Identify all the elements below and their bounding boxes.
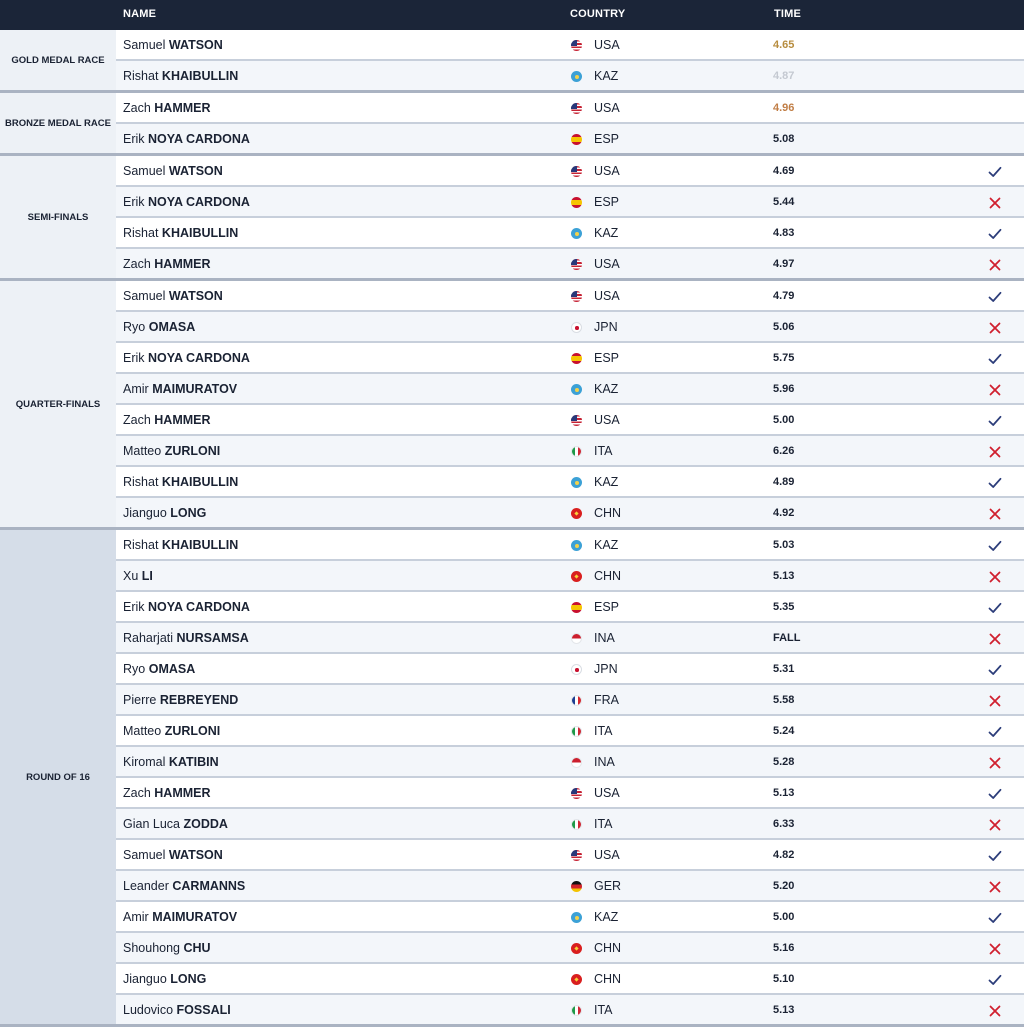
- flag-icon: [571, 819, 582, 830]
- table-row: [116, 623, 1024, 654]
- athlete-first-name: Rishat: [123, 538, 159, 552]
- flag-icon: [571, 757, 582, 768]
- table-row: [116, 747, 1024, 778]
- table-row: [116, 840, 1024, 871]
- athlete-name: [123, 631, 249, 645]
- athlete-first-name: Matteo: [123, 444, 162, 458]
- country-code: USA: [594, 101, 620, 115]
- flag-icon: [571, 633, 582, 644]
- athlete-name: [123, 941, 211, 955]
- cross-icon: [988, 445, 1002, 459]
- athlete-first-name: Matteo: [123, 724, 162, 738]
- athlete-last-name: HAMMER: [154, 413, 211, 427]
- athlete-last-name: WATSON: [168, 38, 223, 52]
- table-row: [116, 405, 1024, 436]
- country-code: GER: [594, 879, 622, 893]
- name-column-header: NAME: [123, 8, 157, 20]
- country-code: ITA: [594, 724, 613, 738]
- flag-icon: [571, 259, 582, 270]
- athlete-first-name: Kiromal: [123, 755, 166, 769]
- athlete-name: [123, 132, 250, 146]
- athlete-last-name: NURSAMSA: [176, 631, 249, 645]
- check-icon: [988, 290, 1002, 304]
- cross-icon: [988, 507, 1002, 521]
- table-row: [116, 124, 1024, 153]
- check-icon: [988, 352, 1002, 366]
- athlete-name: [123, 848, 223, 862]
- table-row: [116, 93, 1024, 124]
- check-icon: [988, 165, 1002, 179]
- flag-icon: [571, 571, 582, 582]
- race-time: 5.44: [773, 196, 795, 208]
- flag-icon: [571, 415, 582, 426]
- race-time: 5.35: [773, 601, 795, 613]
- race-time: 5.75: [773, 352, 795, 364]
- cross-icon: [988, 1004, 1002, 1018]
- round-section: [0, 30, 1024, 93]
- round-section: [0, 281, 1024, 530]
- athlete-name: [123, 538, 238, 552]
- cross-icon: [988, 756, 1002, 770]
- athlete-name: [123, 817, 228, 831]
- check-icon: [988, 227, 1002, 241]
- table-row: [116, 964, 1024, 995]
- athlete-last-name: OMASA: [148, 662, 196, 676]
- race-time: 4.82: [773, 849, 795, 861]
- flag-icon: [571, 788, 582, 799]
- table-row: [116, 498, 1024, 527]
- athlete-name: [123, 320, 195, 334]
- table-row: [116, 995, 1024, 1024]
- table-row: [116, 467, 1024, 498]
- table-row: [116, 312, 1024, 343]
- athlete-name: [123, 164, 223, 178]
- country-code: JPN: [594, 320, 618, 334]
- country-code: KAZ: [594, 475, 619, 489]
- race-time: 5.31: [773, 663, 795, 675]
- athlete-last-name: ZODDA: [183, 817, 228, 831]
- race-time: 5.13: [773, 1004, 795, 1016]
- round-section: [0, 530, 1024, 1027]
- athlete-last-name: HAMMER: [154, 786, 211, 800]
- race-time: FALL: [773, 632, 801, 644]
- check-icon: [988, 414, 1002, 428]
- flag-icon: [571, 134, 582, 145]
- athlete-first-name: Leander: [123, 879, 169, 893]
- round-title: GOLD MEDAL RACE: [0, 30, 116, 90]
- athlete-name: [123, 257, 211, 271]
- athlete-last-name: HAMMER: [154, 257, 211, 271]
- flag-icon: [571, 664, 582, 675]
- athlete-last-name: OMASA: [148, 320, 196, 334]
- flag-icon: [571, 384, 582, 395]
- country-code: USA: [594, 38, 620, 52]
- country-code: USA: [594, 164, 620, 178]
- athlete-last-name: NOYA CARDONA: [148, 351, 250, 365]
- race-time: 4.92: [773, 507, 795, 519]
- athlete-first-name: Samuel: [123, 289, 166, 303]
- race-time: 5.06: [773, 321, 795, 333]
- race-time: 5.58: [773, 694, 795, 706]
- flag-icon: [571, 40, 582, 51]
- country-code: INA: [594, 755, 615, 769]
- race-time: 4.65: [773, 39, 795, 51]
- athlete-name: [123, 755, 219, 769]
- cross-icon: [988, 818, 1002, 832]
- athlete-last-name: LONG: [170, 972, 207, 986]
- athlete-last-name: CARMANNS: [172, 879, 246, 893]
- race-time: 4.89: [773, 476, 795, 488]
- athlete-first-name: Pierre: [123, 693, 157, 707]
- cross-icon: [988, 632, 1002, 646]
- table-row: [116, 218, 1024, 249]
- table-row: [116, 530, 1024, 561]
- flag-icon: [571, 103, 582, 114]
- country-code: ESP: [594, 195, 620, 209]
- flag-icon: [571, 353, 582, 364]
- table-row: [116, 61, 1024, 90]
- race-time: 5.13: [773, 787, 795, 799]
- athlete-last-name: HAMMER: [154, 101, 211, 115]
- round-section: [0, 93, 1024, 156]
- check-icon: [988, 663, 1002, 677]
- athlete-name: [123, 38, 223, 52]
- table-row: [116, 778, 1024, 809]
- check-icon: [988, 725, 1002, 739]
- table-row: [116, 809, 1024, 840]
- flag-icon: [571, 540, 582, 551]
- country-code: KAZ: [594, 538, 619, 552]
- flag-icon: [571, 228, 582, 239]
- race-time: 5.00: [773, 414, 795, 426]
- athlete-last-name: KHAIBULLIN: [161, 538, 239, 552]
- athlete-last-name: NOYA CARDONA: [148, 600, 250, 614]
- country-code: ITA: [594, 1003, 613, 1017]
- athlete-last-name: KHAIBULLIN: [161, 475, 239, 489]
- athlete-name: [123, 786, 211, 800]
- results-table: [0, 30, 1024, 1027]
- athlete-last-name: ZURLONI: [164, 444, 221, 458]
- country-code: KAZ: [594, 69, 619, 83]
- athlete-last-name: ZURLONI: [164, 724, 221, 738]
- athlete-name: [123, 382, 237, 396]
- flag-icon: [571, 197, 582, 208]
- athlete-first-name: Erik: [123, 351, 145, 365]
- athlete-name: [123, 101, 211, 115]
- athlete-name: [123, 569, 153, 583]
- athlete-first-name: Amir: [123, 382, 149, 396]
- table-row: [116, 592, 1024, 623]
- athlete-last-name: MAIMURATOV: [152, 910, 238, 924]
- cross-icon: [988, 570, 1002, 584]
- check-icon: [988, 601, 1002, 615]
- flag-icon: [571, 166, 582, 177]
- athlete-name: [123, 879, 245, 893]
- table-row: [116, 374, 1024, 405]
- country-code: USA: [594, 413, 620, 427]
- flag-icon: [571, 446, 582, 457]
- country-code: KAZ: [594, 382, 619, 396]
- athlete-last-name: KHAIBULLIN: [161, 69, 239, 83]
- table-row: [116, 156, 1024, 187]
- athlete-first-name: Ryo: [123, 662, 146, 676]
- athlete-name: [123, 600, 250, 614]
- country-code: FRA: [594, 693, 619, 707]
- race-time: 4.69: [773, 165, 795, 177]
- athlete-last-name: LONG: [170, 506, 207, 520]
- race-time: 5.03: [773, 539, 795, 551]
- athlete-first-name: Erik: [123, 132, 145, 146]
- athlete-first-name: Gian Luca: [123, 817, 180, 831]
- athlete-first-name: Erik: [123, 600, 145, 614]
- time-column-header: TIME: [774, 8, 802, 20]
- flag-icon: [571, 943, 582, 954]
- country-code: JPN: [594, 662, 618, 676]
- flag-icon: [571, 726, 582, 737]
- table-row: [116, 436, 1024, 467]
- athlete-name: [123, 1003, 231, 1017]
- athlete-name: [123, 475, 238, 489]
- athlete-first-name: Raharjati: [123, 631, 174, 645]
- athlete-name: [123, 413, 211, 427]
- athlete-name: [123, 289, 223, 303]
- country-code: KAZ: [594, 910, 619, 924]
- country-code: USA: [594, 257, 620, 271]
- athlete-name: [123, 69, 238, 83]
- athlete-name: [123, 195, 250, 209]
- athlete-last-name: LI: [141, 569, 153, 583]
- flag-icon: [571, 850, 582, 861]
- race-time: 5.13: [773, 570, 795, 582]
- athlete-first-name: Amir: [123, 910, 149, 924]
- flag-icon: [571, 508, 582, 519]
- table-header: [0, 0, 1024, 30]
- athlete-name: [123, 226, 238, 240]
- race-time: 6.33: [773, 818, 795, 830]
- round-title: QUARTER-FINALS: [0, 281, 116, 527]
- cross-icon: [988, 694, 1002, 708]
- athlete-last-name: MAIMURATOV: [152, 382, 238, 396]
- athlete-name: [123, 724, 220, 738]
- race-time: 4.83: [773, 227, 795, 239]
- flag-icon: [571, 695, 582, 706]
- race-time: 5.28: [773, 756, 795, 768]
- check-icon: [988, 476, 1002, 490]
- flag-icon: [571, 71, 582, 82]
- athlete-last-name: REBREYEND: [159, 693, 239, 707]
- athlete-last-name: WATSON: [168, 164, 223, 178]
- country-code: CHN: [594, 569, 622, 583]
- table-row: [116, 902, 1024, 933]
- country-code: CHN: [594, 941, 622, 955]
- flag-icon: [571, 602, 582, 613]
- country-code: ESP: [594, 132, 620, 146]
- race-time: 6.26: [773, 445, 795, 457]
- race-time: 5.10: [773, 973, 795, 985]
- table-row: [116, 716, 1024, 747]
- athlete-first-name: Erik: [123, 195, 145, 209]
- athlete-first-name: Zach: [123, 786, 151, 800]
- round-section: [0, 156, 1024, 281]
- race-time: 4.79: [773, 290, 795, 302]
- athlete-first-name: Rishat: [123, 226, 159, 240]
- race-time: 5.08: [773, 133, 795, 145]
- country-code: USA: [594, 848, 620, 862]
- country-code: CHN: [594, 506, 622, 520]
- round-rows: [116, 93, 1024, 153]
- athlete-last-name: KHAIBULLIN: [161, 226, 239, 240]
- athlete-last-name: NOYA CARDONA: [148, 195, 250, 209]
- round-title: SEMI-FINALS: [0, 156, 116, 278]
- flag-icon: [571, 881, 582, 892]
- race-time: 5.96: [773, 383, 795, 395]
- athlete-first-name: Samuel: [123, 848, 166, 862]
- athlete-first-name: Rishat: [123, 69, 159, 83]
- cross-icon: [988, 321, 1002, 335]
- race-time: 5.00: [773, 911, 795, 923]
- country-code: CHN: [594, 972, 622, 986]
- check-icon: [988, 849, 1002, 863]
- athlete-first-name: Ryo: [123, 320, 146, 334]
- round-rows: [116, 30, 1024, 90]
- athlete-last-name: FOSSALI: [176, 1003, 231, 1017]
- check-icon: [988, 539, 1002, 553]
- country-code: USA: [594, 289, 620, 303]
- country-column-header: COUNTRY: [570, 8, 626, 20]
- round-rows: [116, 281, 1024, 527]
- table-row: [116, 685, 1024, 716]
- athlete-name: [123, 972, 206, 986]
- race-time: 5.16: [773, 942, 795, 954]
- table-row: [116, 30, 1024, 61]
- athlete-first-name: Ludovico: [123, 1003, 174, 1017]
- athlete-name: [123, 444, 220, 458]
- check-icon: [988, 973, 1002, 987]
- table-row: [116, 187, 1024, 218]
- athlete-name: [123, 662, 195, 676]
- athlete-first-name: Zach: [123, 257, 151, 271]
- check-icon: [988, 787, 1002, 801]
- flag-icon: [571, 477, 582, 488]
- flag-icon: [571, 1005, 582, 1016]
- race-time: 4.96: [773, 102, 795, 114]
- athlete-first-name: Jianguo: [123, 506, 167, 520]
- cross-icon: [988, 258, 1002, 272]
- check-icon: [988, 911, 1002, 925]
- athlete-first-name: Zach: [123, 413, 151, 427]
- cross-icon: [988, 383, 1002, 397]
- country-code: USA: [594, 786, 620, 800]
- flag-icon: [571, 322, 582, 333]
- athlete-last-name: WATSON: [168, 848, 223, 862]
- athlete-name: [123, 351, 250, 365]
- athlete-first-name: Samuel: [123, 38, 166, 52]
- table-row: [116, 654, 1024, 685]
- round-title: ROUND OF 16: [0, 530, 116, 1024]
- race-time: 4.87: [773, 70, 795, 82]
- athlete-first-name: Zach: [123, 101, 151, 115]
- flag-icon: [571, 974, 582, 985]
- country-code: ITA: [594, 444, 613, 458]
- table-row: [116, 249, 1024, 278]
- round-rows: [116, 156, 1024, 278]
- round-rows: [116, 530, 1024, 1024]
- race-time: 4.97: [773, 258, 795, 270]
- athlete-first-name: Samuel: [123, 164, 166, 178]
- flag-icon: [571, 291, 582, 302]
- table-row: [116, 561, 1024, 592]
- athlete-name: [123, 693, 238, 707]
- country-code: INA: [594, 631, 615, 645]
- country-code: ESP: [594, 600, 620, 614]
- athlete-first-name: Shouhong: [123, 941, 181, 955]
- flag-icon: [571, 912, 582, 923]
- table-row: [116, 343, 1024, 374]
- country-code: ITA: [594, 817, 613, 831]
- athlete-last-name: WATSON: [168, 289, 223, 303]
- country-code: ESP: [594, 351, 620, 365]
- athlete-first-name: Jianguo: [123, 972, 167, 986]
- round-title: BRONZE MEDAL RACE: [0, 93, 116, 153]
- cross-icon: [988, 880, 1002, 894]
- athlete-name: [123, 910, 237, 924]
- athlete-last-name: NOYA CARDONA: [148, 132, 250, 146]
- table-row: [116, 871, 1024, 902]
- table-row: [116, 281, 1024, 312]
- race-time: 5.20: [773, 880, 795, 892]
- athlete-first-name: Rishat: [123, 475, 159, 489]
- race-time: 5.24: [773, 725, 795, 737]
- country-code: KAZ: [594, 226, 619, 240]
- athlete-name: [123, 506, 206, 520]
- athlete-first-name: Xu: [123, 569, 139, 583]
- athlete-last-name: KATIBIN: [168, 755, 219, 769]
- cross-icon: [988, 942, 1002, 956]
- athlete-last-name: CHU: [183, 941, 211, 955]
- table-row: [116, 933, 1024, 964]
- cross-icon: [988, 196, 1002, 210]
